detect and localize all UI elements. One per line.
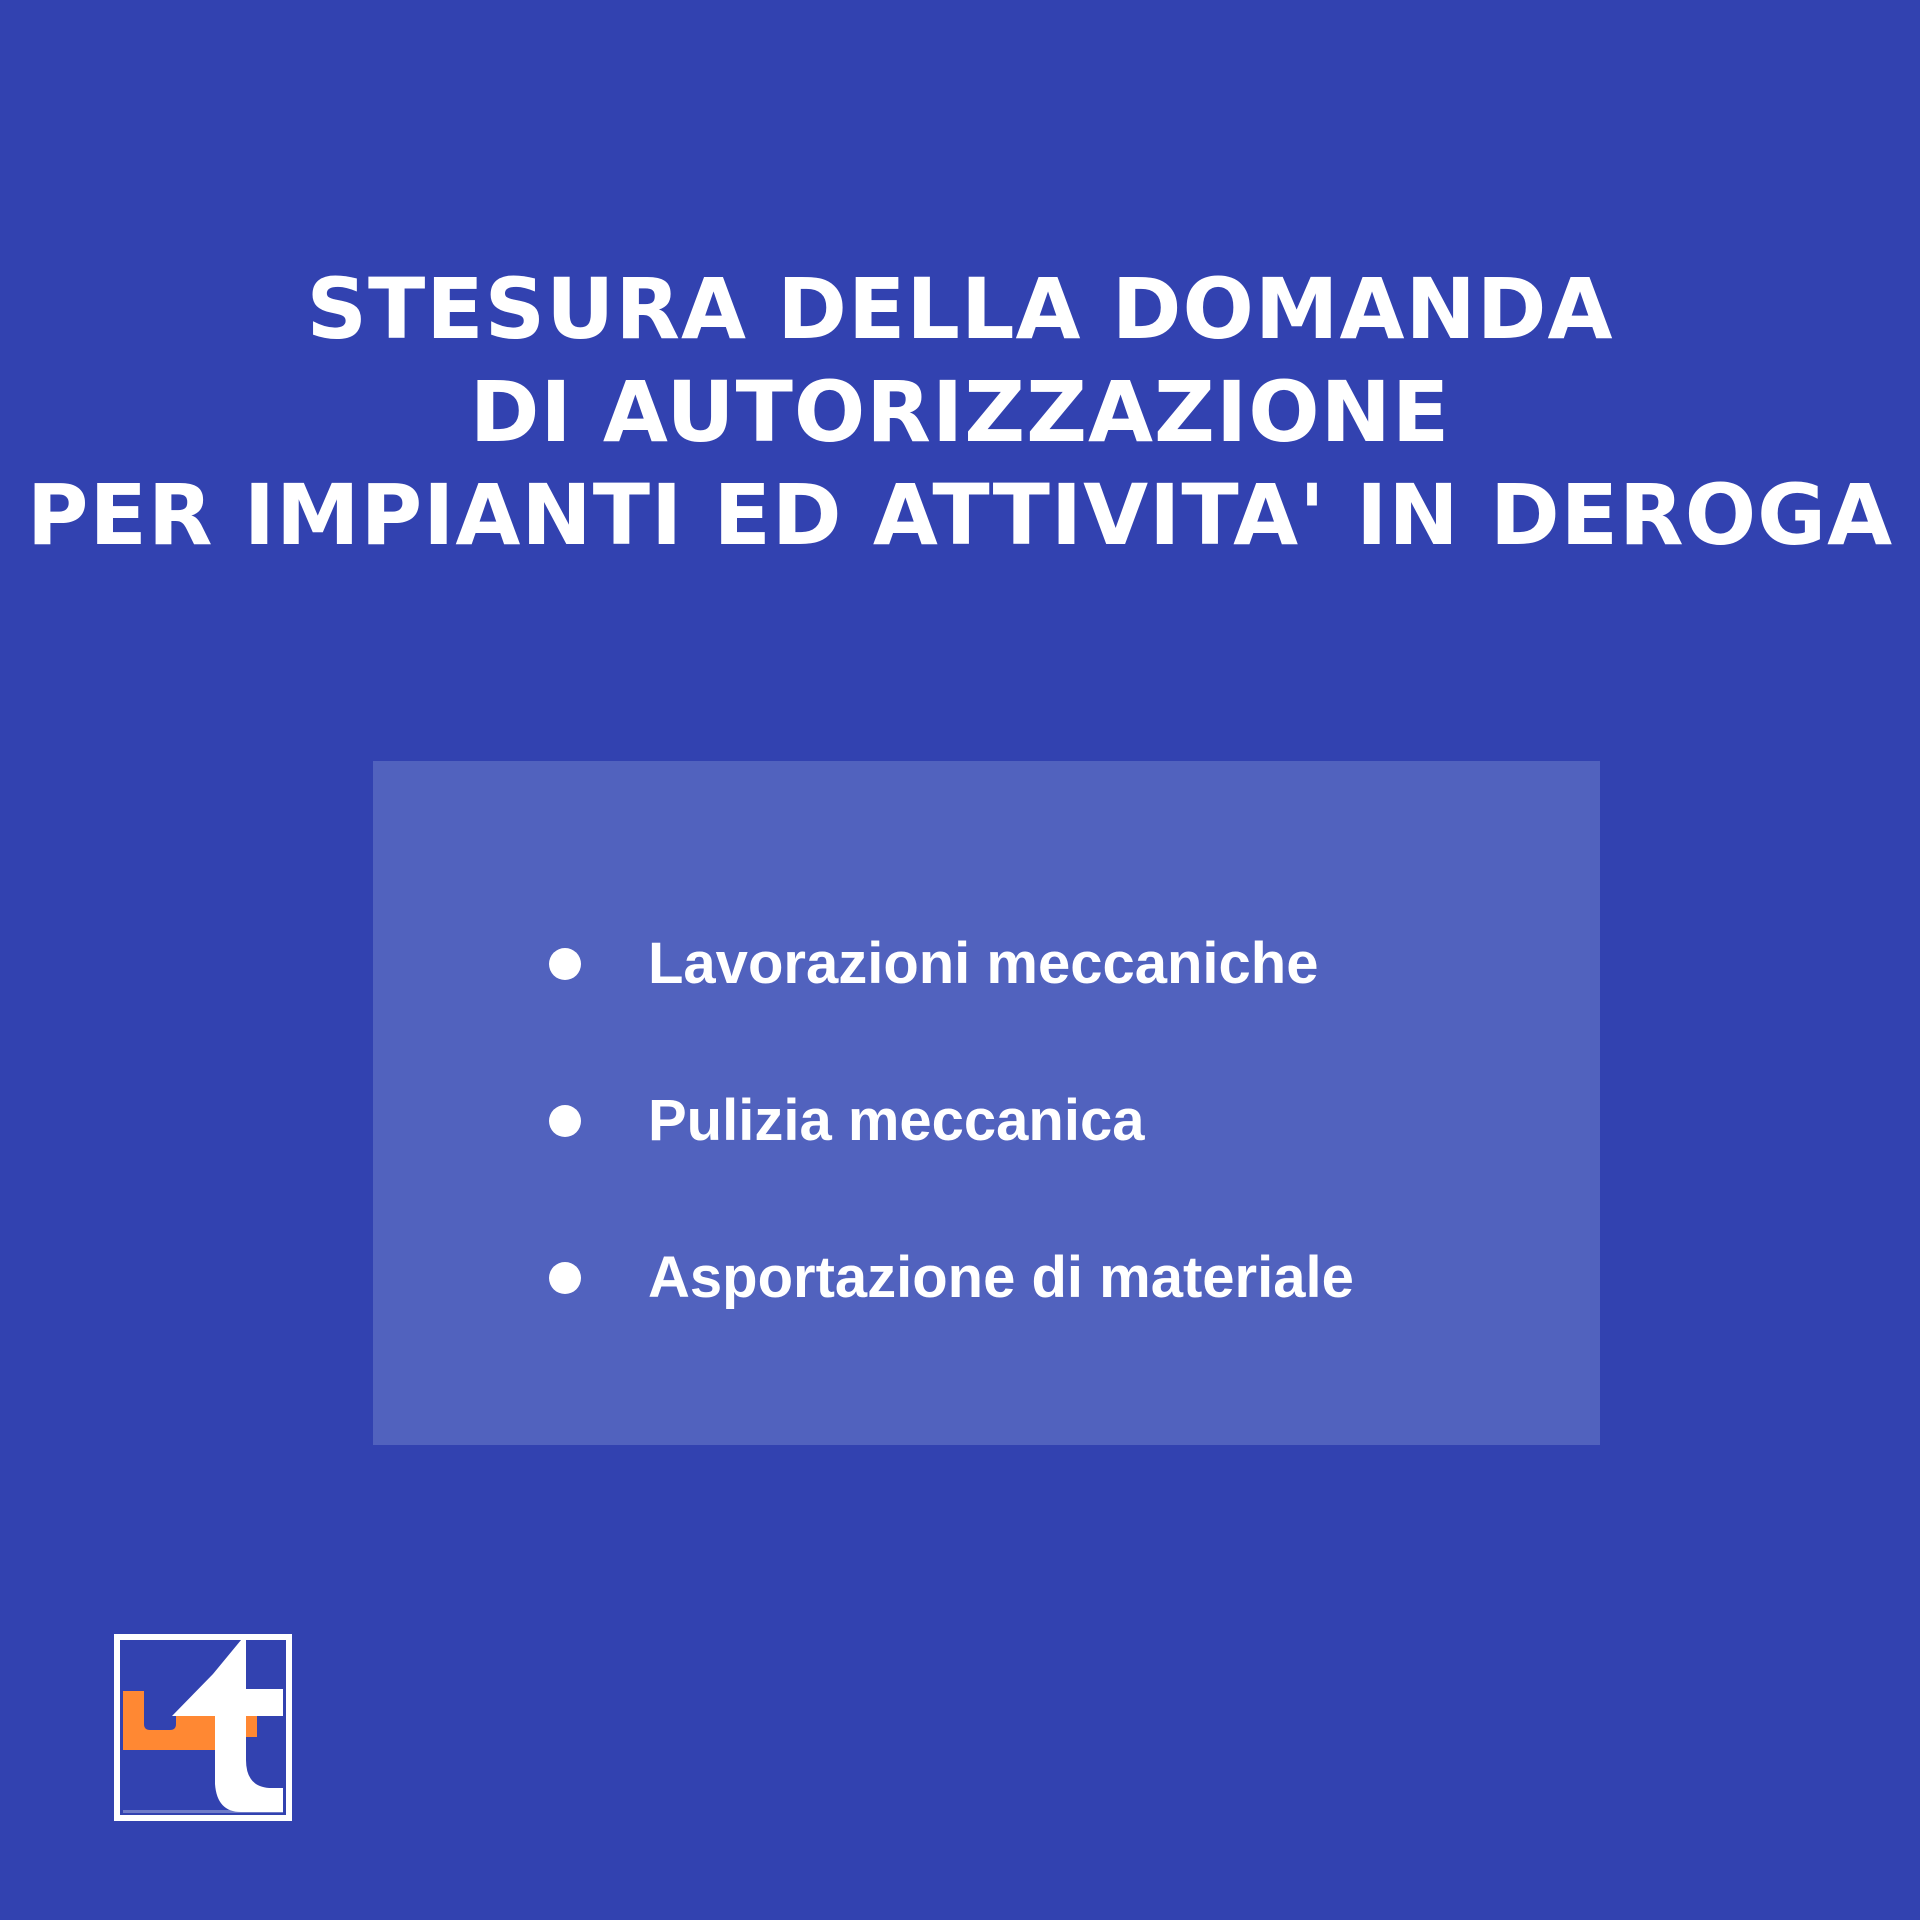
title-line-1: STESURA DELLA DOMANDA bbox=[306, 260, 1614, 358]
list-item bbox=[373, 1081, 1600, 1161]
list-item-label: Pulizia meccanica bbox=[648, 1088, 1145, 1153]
bullet-icon bbox=[549, 1262, 581, 1294]
list-item-label: Lavorazioni meccaniche bbox=[648, 931, 1319, 996]
title-line-2: DI AUTORIZZAZIONE bbox=[469, 363, 1451, 461]
page-title bbox=[0, 258, 1920, 567]
company-logo-icon bbox=[114, 1634, 292, 1821]
bullet-icon bbox=[549, 1105, 581, 1137]
list-item bbox=[373, 1238, 1600, 1318]
bullet-icon bbox=[549, 948, 581, 980]
list-item bbox=[373, 924, 1600, 1004]
title-line-3: PER IMPIANTI ED ATTIVITA' IN DEROGA bbox=[26, 466, 1894, 564]
list-item-label: Asportazione di materiale bbox=[648, 1245, 1354, 1310]
content-panel bbox=[373, 761, 1600, 1445]
